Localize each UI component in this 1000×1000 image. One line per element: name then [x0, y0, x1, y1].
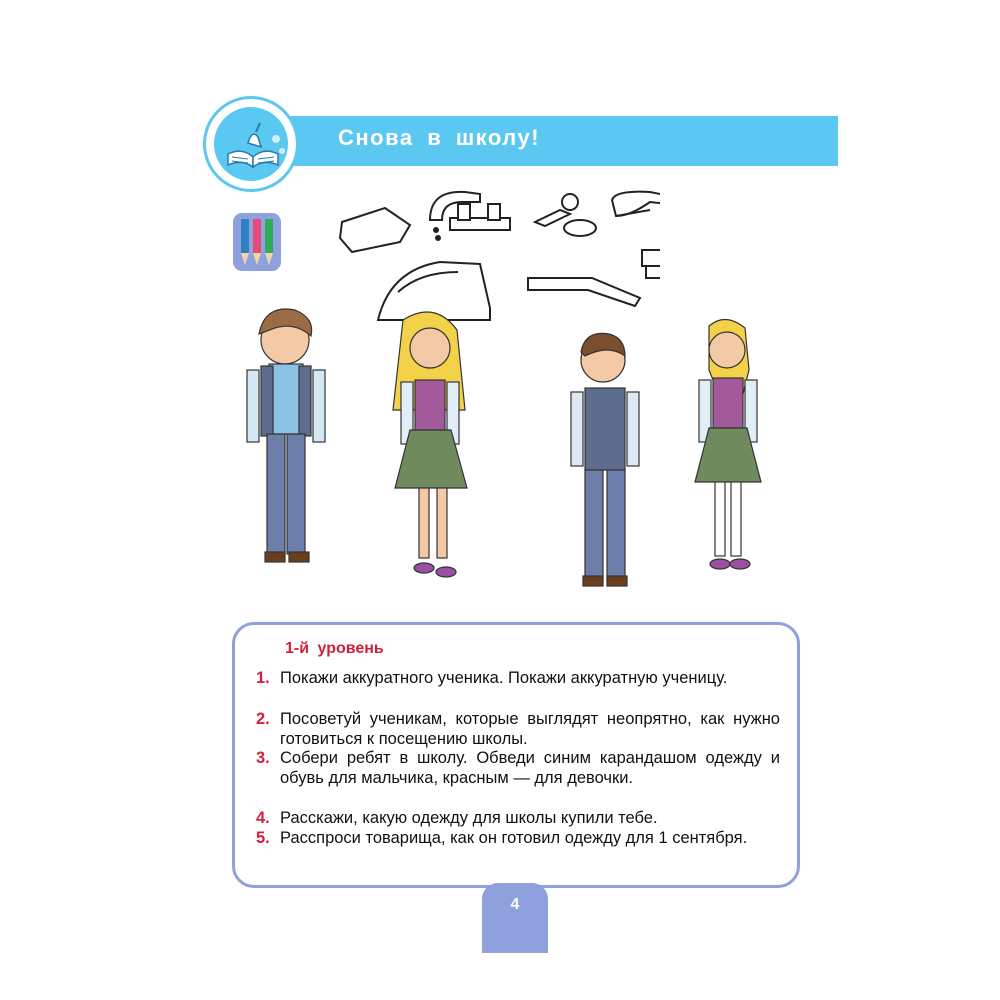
title-bar — [248, 116, 838, 166]
children-illustration — [225, 300, 785, 600]
task-1 — [256, 668, 780, 688]
task-5 — [256, 828, 780, 848]
faucet-icon — [430, 192, 510, 240]
task-number: 4. — [256, 809, 270, 827]
task-4 — [256, 808, 780, 828]
clothes-brush-icon — [612, 192, 660, 216]
untidy-boy — [247, 309, 325, 562]
task-number: 1. — [256, 669, 270, 687]
task-text: Собери ребят в школу. Обведи синим карандашом одежду и обувь для мальчика, красным — для девочки. — [280, 749, 780, 787]
task-text: Покажи аккуратного ученика. Покажи аккуратную ученицу. — [280, 669, 728, 687]
task-number: 5. — [256, 829, 270, 847]
open-book-bell-icon — [206, 99, 302, 195]
task-text: Посоветуй ученикам, которые выглядят неопрятно, как нужно готовиться к посещению школы. — [280, 710, 780, 748]
page-title: Снова в школу! — [338, 125, 541, 150]
sponge-icon — [564, 220, 596, 236]
untidy-girl — [393, 312, 467, 577]
section-badge — [203, 96, 299, 192]
task-number: 2. — [256, 710, 270, 728]
level-heading: 1-й уровень — [285, 640, 384, 657]
task-text: Расскажи, какую одежду для школы купили тебе. — [280, 809, 658, 827]
neat-girl — [695, 319, 761, 569]
soap-icon — [340, 208, 410, 252]
task-text: Расспроси товарища, как он готовил одежду для 1 сентября. — [280, 829, 748, 847]
brush-icon — [642, 250, 660, 278]
page-number-tab — [482, 883, 548, 953]
neat-boy — [571, 333, 639, 586]
page-number: 4 — [510, 896, 520, 913]
colored-pencils-icon — [233, 213, 281, 271]
task-3 — [256, 748, 780, 788]
task-2 — [256, 709, 780, 749]
task-number: 3. — [256, 749, 270, 767]
